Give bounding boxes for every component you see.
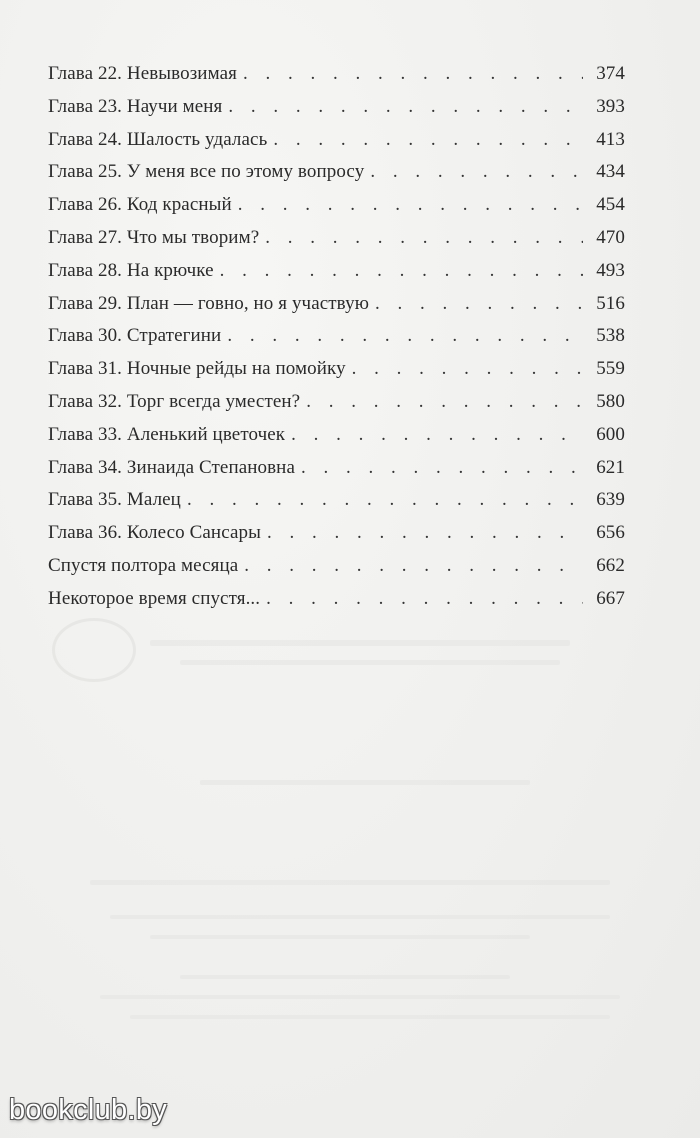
toc-entry-page: 656 (596, 522, 625, 544)
toc-entry-page: 580 (596, 390, 625, 412)
toc-entry-title: Глава 28. На крючке (48, 259, 214, 281)
toc-entry-title: Спустя полтора месяца (48, 554, 239, 576)
toc-entry (48, 455, 625, 488)
toc-leader-dots (228, 94, 583, 120)
toc-entry-page: 470 (596, 226, 625, 248)
toc-entry-page: 374 (596, 63, 625, 84)
toc-entry-page: 639 (596, 489, 625, 511)
toc-entry-title: Глава 34. Зинаида Степановна (48, 456, 295, 478)
toc-entry-page: 454 (596, 194, 625, 216)
toc-entry-title: Глава 31. Ночные рейды на помойку (48, 358, 346, 380)
toc-entry (48, 291, 625, 324)
toc-entry-page: 393 (596, 95, 625, 117)
show-through-line (90, 880, 610, 885)
toc-entry (48, 553, 625, 586)
toc-entry (48, 520, 625, 553)
toc-leader-dots (352, 356, 583, 382)
toc-entry (48, 422, 625, 455)
toc-entry-page: 667 (596, 587, 625, 609)
toc-entry-title: Глава 24. Шалость удалась (48, 128, 268, 150)
toc-leader-dots (273, 127, 583, 153)
toc-entry-title: Некоторое время спустя... (48, 587, 261, 609)
toc-leader-dots (301, 455, 583, 481)
toc-entry-page: 516 (596, 292, 625, 314)
toc-entry (48, 61, 625, 94)
toc-entry-page: 413 (596, 128, 625, 150)
toc-entry-page: 600 (596, 423, 625, 445)
toc-entry-page: 493 (596, 259, 625, 281)
toc-entry (48, 258, 625, 291)
toc-entry (48, 159, 625, 192)
toc-leader-dots (227, 323, 583, 349)
toc-entry (48, 323, 625, 356)
toc-entry (48, 389, 625, 422)
show-through-line (110, 915, 610, 919)
toc-entry-title: Глава 25. У меня все по этому вопросу (48, 161, 365, 183)
show-through-line (150, 640, 570, 646)
toc-entry-title: Глава 30. Стратегини (48, 325, 222, 347)
show-through-emblem (52, 618, 136, 682)
show-through-line (130, 1015, 610, 1019)
toc-entry-page: 559 (596, 358, 625, 380)
toc-entry-page: 434 (596, 161, 625, 183)
toc-entry-page: 538 (596, 325, 625, 347)
toc-entry-title: Глава 27. Что мы творим? (48, 226, 260, 248)
toc-entry-page: 621 (596, 456, 625, 478)
toc-entry (48, 94, 625, 127)
toc-entry-title: Глава 22. Невывозимая (48, 63, 237, 84)
show-through-line (180, 975, 510, 979)
toc-entry-title: Глава 29. План — говно, но я участвую (48, 292, 369, 314)
toc-leader-dots (244, 553, 583, 579)
show-through-line (100, 995, 620, 999)
toc-leader-dots (267, 520, 583, 546)
toc-leader-dots (187, 487, 583, 513)
toc-leader-dots (306, 389, 583, 415)
toc-entry (48, 356, 625, 389)
toc-leader-dots (265, 225, 583, 251)
toc-entry-title: Глава 32. Торг всегда уместен? (48, 390, 301, 412)
toc-leader-dots (291, 422, 583, 448)
toc-entry-page: 662 (596, 554, 625, 576)
show-through-line (180, 660, 560, 665)
show-through-line (200, 780, 530, 785)
toc-entry (48, 192, 625, 225)
toc-entry-title: Глава 35. Малец (48, 489, 181, 511)
table-of-contents (48, 61, 625, 619)
site-watermark: bookclub.by (9, 1094, 168, 1126)
toc-entry-title: Глава 33. Аленький цветочек (48, 423, 286, 445)
toc-entry (48, 487, 625, 520)
show-through-line (150, 935, 530, 939)
toc-leader-dots (375, 291, 583, 317)
toc-entry (48, 225, 625, 258)
toc-leader-dots (370, 159, 583, 185)
toc-entry-title: Глава 26. Код красный (48, 194, 232, 216)
toc-entry (48, 586, 625, 619)
toc-leader-dots (238, 192, 583, 218)
toc-leader-dots (266, 586, 583, 612)
toc-entry-title: Глава 23. Научи меня (48, 95, 223, 117)
toc-entry (48, 127, 625, 160)
toc-leader-dots (243, 61, 583, 87)
toc-entry-title: Глава 36. Колесо Сансары (48, 522, 261, 544)
toc-leader-dots (220, 258, 583, 284)
